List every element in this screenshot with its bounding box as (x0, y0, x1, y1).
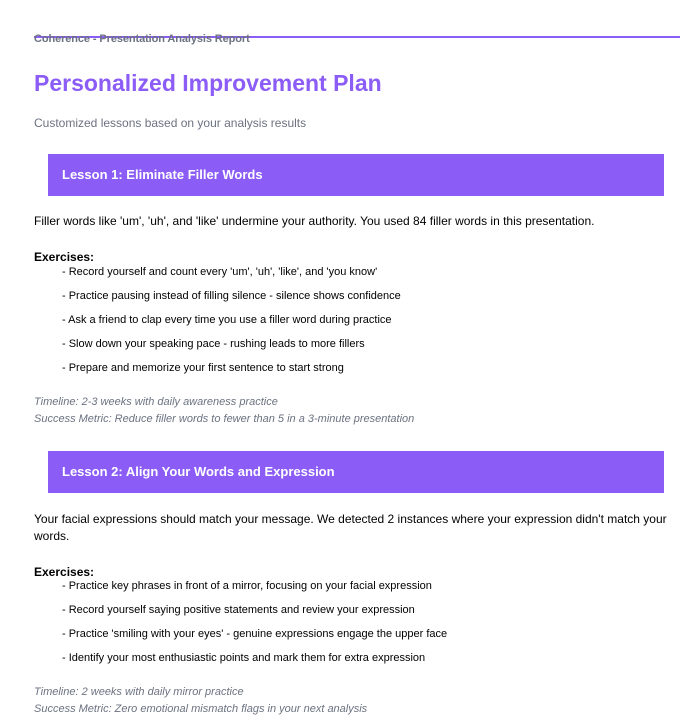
lesson-1-exercises-label: Exercises: (34, 250, 95, 264)
lesson-2-exercises-label: Exercises: (34, 565, 95, 579)
exercise-item: - Practice pausing instead of filling silence - silence shows confidence (62, 290, 401, 302)
lesson-2-success-metric: Success Metric: Zero emotional mismatch flags in your next analysis (34, 703, 368, 715)
lesson-2-timeline: Timeline: 2 weeks with daily mirror practice (34, 686, 244, 698)
exercise-item: - Practice key phrases in front of a mirror, focusing on your facial expression (62, 580, 432, 592)
lesson-2-header (48, 451, 664, 493)
lesson-1-timeline: Timeline: 2-3 weeks with daily awareness practice (34, 396, 278, 408)
exercise-item: - Practice 'smiling with your eyes' - genuine expressions engage the upper face (62, 628, 448, 640)
exercise-item: - Identify your most enthusiastic points and mark them for extra expression (62, 652, 426, 664)
page-title: Personalized Improvement Plan (34, 70, 382, 96)
exercise-item: - Ask a friend to clap every time you use a filler word during practice (62, 314, 392, 326)
lesson-1-header (48, 154, 664, 196)
lesson-2-description: Your facial expressions should match your message. We detected 2 instances where your expression didn't match your words. (34, 512, 667, 543)
lesson-1-description: Filler words like 'um', 'uh', and 'like' undermine your authority. You used 84 filler words in this presentation. (34, 214, 595, 228)
exercise-item: - Record yourself saying positive statements and review your expression (62, 604, 415, 616)
lesson-2-title: Lesson 2: Align Your Words and Expression (62, 464, 335, 479)
exercise-item: - Slow down your speaking pace - rushing leads to more fillers (62, 338, 365, 350)
lesson-1-title: Lesson 1: Eliminate Filler Words (62, 167, 263, 182)
lesson-1-success-metric: Success Metric: Reduce filler words to fewer than 5 in a 3-minute presentation (34, 413, 415, 425)
exercise-item: - Prepare and memorize your first sentence to start strong (62, 362, 344, 374)
page-subtitle: Customized lessons based on your analysis results (34, 116, 307, 130)
report-header: Coherence - Presentation Analysis Report (34, 33, 250, 45)
exercise-item: - Record yourself and count every 'um', 'uh', 'like', and 'you know' (62, 266, 378, 278)
